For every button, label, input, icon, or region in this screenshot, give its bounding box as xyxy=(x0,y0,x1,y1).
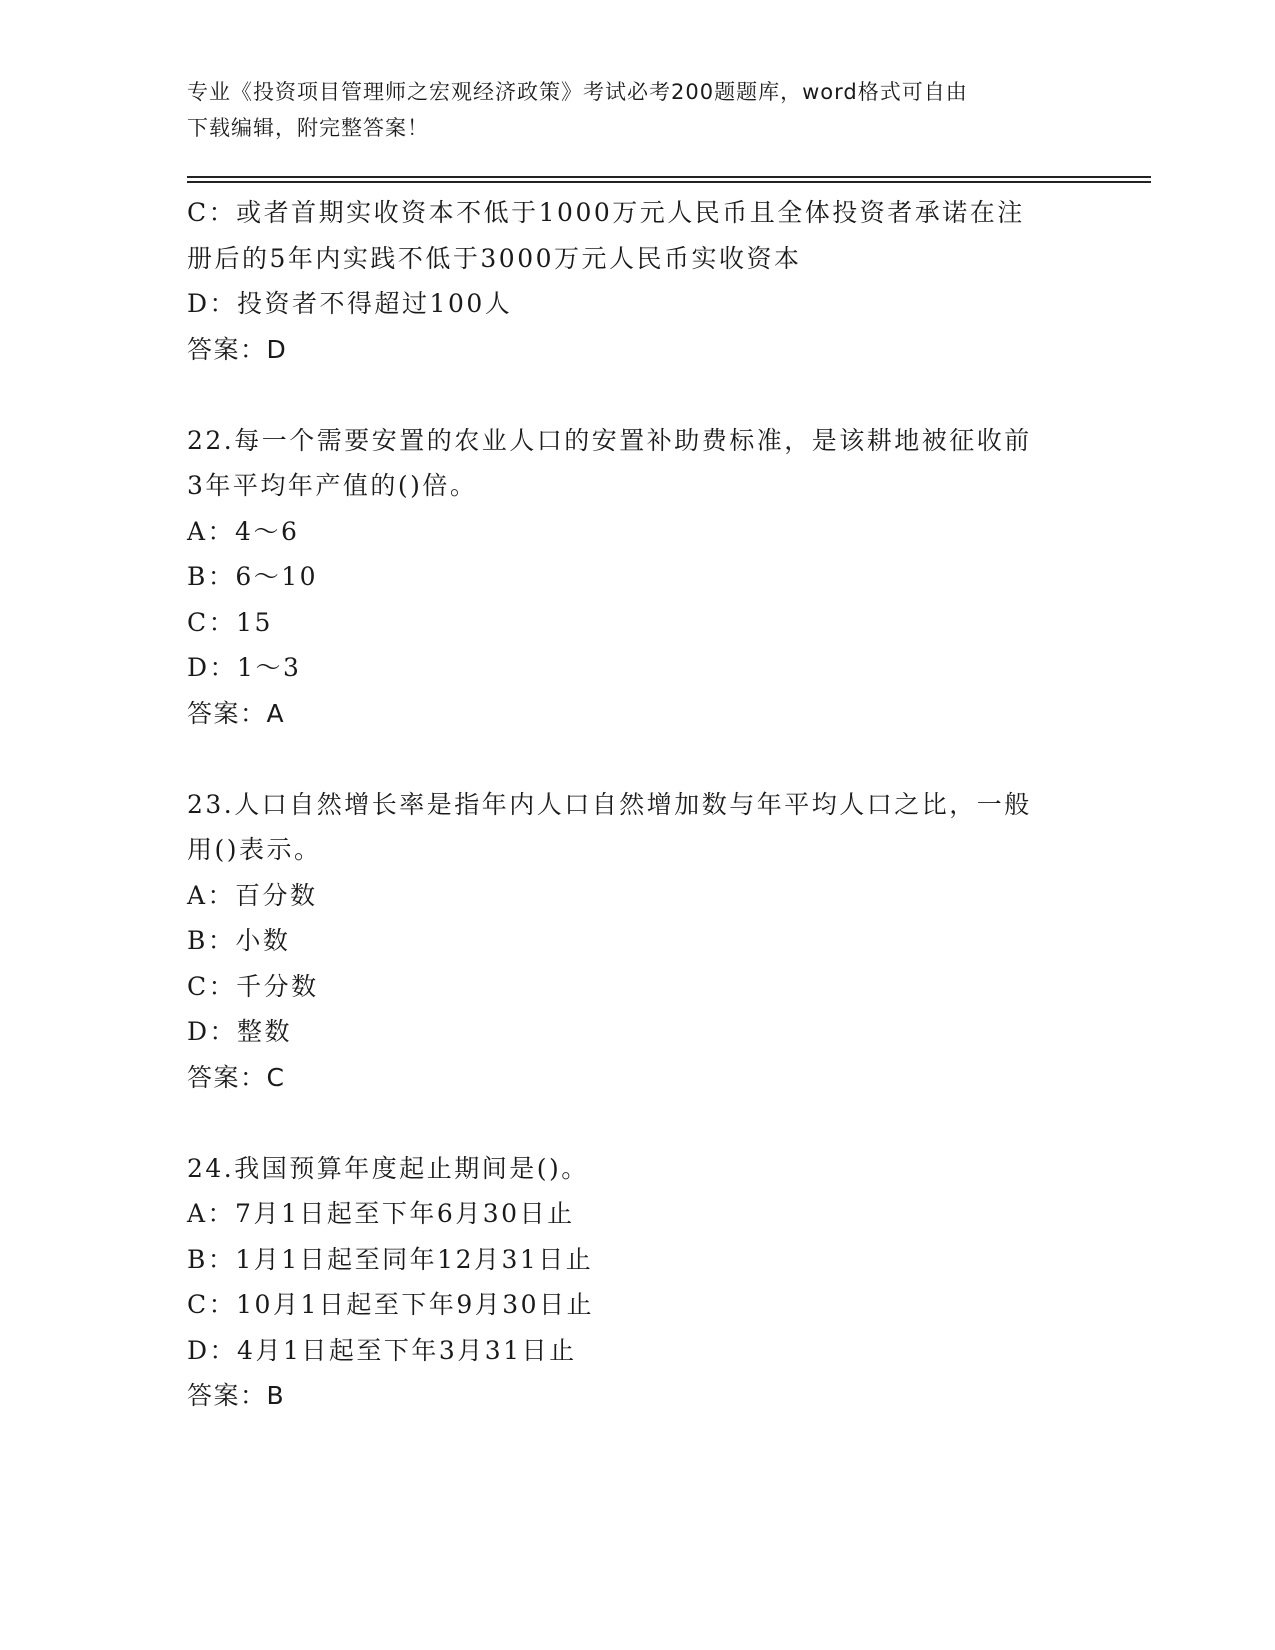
option-b: B：1月1日起至同年12月31日止 xyxy=(187,1244,594,1274)
question-stem-line-2: 用()表示。 xyxy=(187,835,322,864)
header-line-2: 下载编辑，附完整答案！ xyxy=(187,116,429,140)
header-divider-top xyxy=(187,176,1151,178)
document-header xyxy=(187,74,1087,146)
option-d: D：投资者不得超过100人 xyxy=(187,289,513,318)
option-c: C：15 xyxy=(187,607,273,637)
question-spacer xyxy=(187,372,1087,418)
option-c: C：千分数 xyxy=(187,971,319,1001)
answer-line: 答案：B xyxy=(187,1381,286,1410)
question-spacer xyxy=(187,736,1087,782)
header-line-1: 专业《投资项目管理师之宏观经济政策》考试必考200题题库，word格式可自由 xyxy=(187,80,968,104)
option-d: D：4月1日起至下年3月31日止 xyxy=(187,1335,577,1365)
question-stem-line-2: 3年平均年产值的()倍。 xyxy=(187,471,478,500)
question-block xyxy=(187,418,1087,737)
question-spacer xyxy=(187,1100,1087,1146)
option-b: B：小数 xyxy=(187,926,291,955)
question-list xyxy=(187,190,1087,1419)
answer-line: 答案：A xyxy=(187,698,286,728)
question-stem-line-1: 24.我国预算年度起止期间是()。 xyxy=(187,1153,589,1183)
header-divider-bottom xyxy=(187,181,1151,183)
answer-line: 答案：D xyxy=(187,334,288,364)
option-a: A：4～6 xyxy=(187,516,300,546)
question-block xyxy=(187,782,1087,1101)
option-c: C：10月1日起至下年9月30日止 xyxy=(187,1290,595,1319)
option-c-line-2: 册后的5年内实践不低于3000万元人民币实收资本 xyxy=(187,243,802,273)
option-c-line-1: C：或者首期实收资本不低于1000万元人民币且全体投资者承诺在注 xyxy=(187,198,1025,227)
option-d: D：整数 xyxy=(187,1017,293,1046)
question-block xyxy=(187,190,1087,372)
answer-line: 答案：C xyxy=(187,1062,286,1092)
option-b: B：6～10 xyxy=(187,562,319,591)
question-stem-line-1: 23.人口自然增长率是指年内人口自然增加数与年平均人口之比，一般 xyxy=(187,789,1032,819)
question-block xyxy=(187,1146,1087,1419)
option-d: D：1～3 xyxy=(187,653,302,682)
option-a: A：百分数 xyxy=(187,880,318,910)
question-stem-line-1: 22.每一个需要安置的农业人口的安置补助费标准，是该耕地被征收前 xyxy=(187,425,1032,455)
option-a: A：7月1日起至下年6月30日止 xyxy=(187,1199,575,1228)
